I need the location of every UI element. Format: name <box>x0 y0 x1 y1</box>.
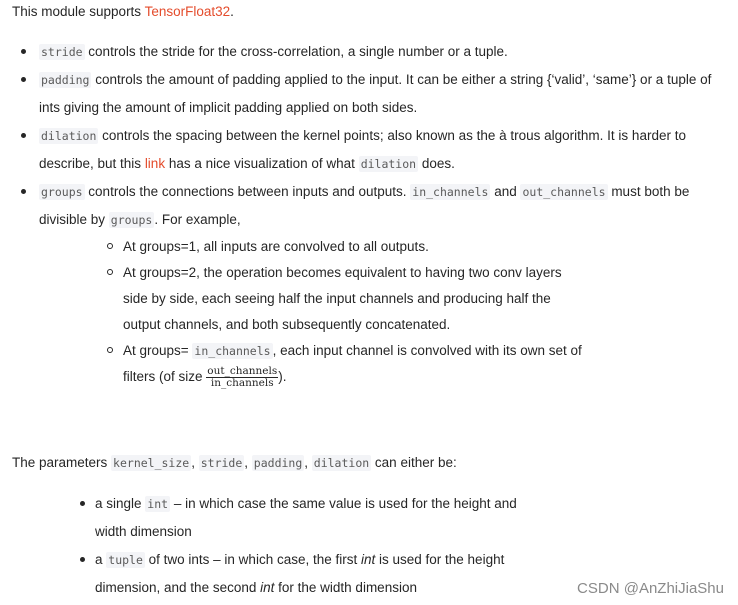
parameters-paragraph <box>12 453 457 473</box>
groups-examples-list <box>39 234 583 390</box>
intro-end: . <box>230 4 234 19</box>
padding-text: controls the amount of padding applied to the input. It can be either a string {‘valid’, ‘same’} or a tuple of ints giving the amount of implicit padding applied on both sides. <box>39 72 712 115</box>
tensorfloat32-link[interactable]: TensorFloat32 <box>144 4 231 19</box>
list-item-tuple <box>95 546 535 602</box>
intro-text: This module supports <box>12 4 145 19</box>
groups-text-3: must both be divisible by <box>39 184 690 227</box>
params-sep-3: , <box>304 455 312 470</box>
stride-text: controls the stride for the cross-correlation, a single number or a tuple. <box>84 44 508 59</box>
tuple-post: for the width dimension <box>274 580 417 595</box>
params-sep-1: , <box>191 455 199 470</box>
code-groups: groups <box>41 185 83 199</box>
code-stride: stride <box>41 45 83 59</box>
code-in-channels-2: in_channels <box>194 344 271 358</box>
params-post: can either be: <box>371 455 457 470</box>
fraction-denominator: in_channels <box>210 376 274 389</box>
tuple-em-int-1: int <box>360 552 376 567</box>
groups-text-2: and <box>490 184 521 199</box>
params-sep-2: , <box>244 455 252 470</box>
code-padding-param: padding <box>253 456 303 470</box>
fraction-numerator: out_channels <box>207 364 278 377</box>
code-dilation: dilation <box>41 129 97 143</box>
tuple-mid-2: is used for the height dimension, and the second <box>95 552 505 595</box>
list-item-groups-1: At groups=1, all inputs are convolved to all outputs. <box>123 234 583 260</box>
dilation-text-2: has a nice visualization of what <box>165 156 359 171</box>
g3-post: , each input channel is convolved with its own set of filters (of size <box>123 343 582 384</box>
tuple-em-int-2: int <box>260 580 275 595</box>
list-item-single-int <box>95 490 535 546</box>
params-pre: The parameters <box>12 455 112 470</box>
g3-pre: At groups= <box>123 343 193 358</box>
code-tuple: tuple <box>108 553 143 567</box>
int-post: – in which case the same value is used for the height and width dimension <box>95 496 517 539</box>
dilation-text-3: does. <box>418 156 455 171</box>
csdn-watermark: CSDN @AnZhiJiaShu <box>577 580 724 597</box>
list-item-groups <box>12 178 734 390</box>
list-item-groups-2: At groups=2, the operation becomes equivalent to having two conv layers side by side, each seeing half the input channels and producing half the output channels, and both subsequently concatenated. <box>123 260 583 338</box>
code-groups-2: groups <box>110 213 153 227</box>
module-args-list <box>12 38 734 390</box>
tuple-mid: of two ints – in which case, the first <box>144 552 361 567</box>
tuple-pre: a <box>95 552 107 567</box>
intro-paragraph <box>12 3 234 21</box>
code-out-channels: out_channels <box>522 185 606 199</box>
g3-end: ). <box>278 369 287 384</box>
code-in-channels: in_channels <box>412 185 489 199</box>
parameter-forms-list <box>95 490 535 602</box>
int-pre: a single <box>95 496 146 511</box>
code-padding: padding <box>41 73 90 87</box>
list-item-groups-in-channels <box>123 338 583 390</box>
dilation-text-1: controls the spacing between the kernel points; also known as the à trous algorithm. It is harder to describe, but this <box>39 128 686 171</box>
list-item-dilation <box>12 122 734 178</box>
code-int: int <box>147 497 169 511</box>
dilation-visualization-link[interactable]: link <box>144 156 166 171</box>
code-dilation-param: dilation <box>313 456 370 470</box>
groups-text-4: . For example, <box>154 212 241 227</box>
list-item-stride <box>12 38 734 66</box>
code-stride-param: stride <box>200 456 243 470</box>
code-kernel-size: kernel_size <box>113 456 190 470</box>
filter-size-fraction <box>206 366 278 389</box>
code-dilation-2: dilation <box>360 157 417 171</box>
groups-text-1: controls the connections between inputs and outputs. <box>84 184 411 199</box>
list-item-padding <box>12 66 734 122</box>
